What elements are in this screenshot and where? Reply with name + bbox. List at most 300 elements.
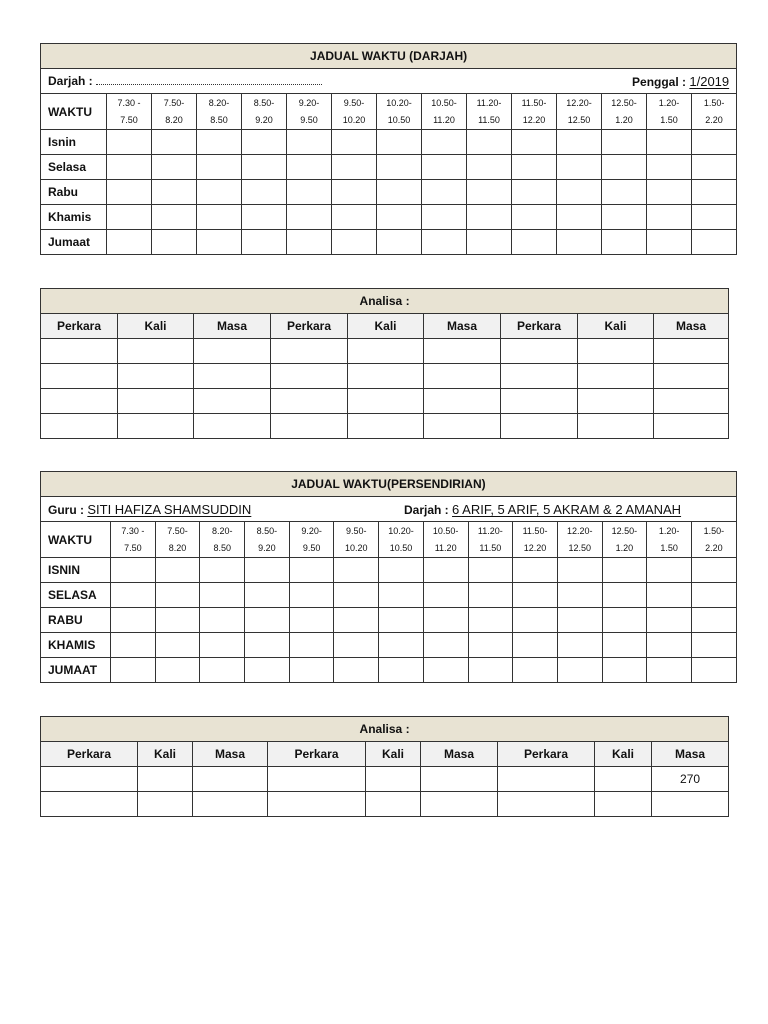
analysis-cell[interactable] — [348, 414, 424, 439]
timetable-cell[interactable] — [197, 230, 242, 255]
analysis-cell[interactable] — [424, 389, 501, 414]
analysis-column-header: Masa — [424, 314, 501, 339]
timetable-cell[interactable] — [334, 583, 379, 608]
timetable-cell[interactable] — [377, 230, 422, 255]
timetable-cell[interactable] — [332, 230, 377, 255]
timetable-cell[interactable] — [422, 205, 467, 230]
time-slot-end: 1.20 — [615, 114, 633, 125]
timetable-cell[interactable] — [111, 583, 156, 608]
analysis-cell[interactable] — [654, 339, 729, 364]
timetable-cell[interactable] — [332, 130, 377, 155]
timetable-cell[interactable] — [691, 558, 736, 583]
timetable-cell[interactable] — [513, 633, 558, 658]
penggal-field — [632, 74, 729, 89]
timetable-cell[interactable] — [422, 230, 467, 255]
timetable-cell[interactable] — [334, 658, 379, 683]
timetable-cell[interactable] — [602, 230, 647, 255]
analysis-cell[interactable] — [138, 767, 193, 792]
darjah-field — [48, 74, 322, 88]
timetable-persendirian-info — [41, 497, 737, 522]
time-slot — [422, 94, 467, 130]
timetable-cell[interactable] — [334, 608, 379, 633]
timetable-cell[interactable] — [200, 558, 245, 583]
time-slot-start: 8.50- — [256, 525, 278, 536]
analysis-cell[interactable] — [498, 792, 595, 817]
timetable-cell[interactable] — [557, 608, 602, 633]
timetable-cell[interactable] — [200, 633, 245, 658]
analysis-column-header: Perkara — [271, 314, 348, 339]
time-slot-end: 9.20 — [255, 114, 273, 125]
time-slot-start: 7.30 - — [121, 525, 145, 536]
analysis-cell[interactable] — [654, 389, 729, 414]
day-row — [41, 205, 737, 230]
timetable-cell[interactable] — [647, 608, 692, 633]
analysis-column-header: Kali — [578, 314, 654, 339]
analysis-cell[interactable] — [366, 792, 421, 817]
timetable-cell[interactable] — [287, 230, 332, 255]
timetable-cell[interactable] — [287, 130, 332, 155]
time-slot — [602, 94, 647, 130]
penggal-value[interactable]: 1/2019 — [689, 73, 730, 89]
time-slot — [557, 94, 602, 130]
timetable-cell[interactable] — [512, 180, 557, 205]
timetable-darjah-info — [41, 69, 737, 94]
time-slot — [111, 522, 156, 558]
timetable-cell[interactable] — [602, 633, 647, 658]
timetable-cell[interactable] — [468, 558, 513, 583]
timetable-cell[interactable] — [155, 583, 200, 608]
time-slot-start: 10.20- — [386, 97, 412, 108]
analysis-row — [41, 767, 729, 792]
timetable-cell[interactable] — [602, 658, 647, 683]
timetable-cell[interactable] — [242, 155, 287, 180]
timetable-cell[interactable] — [468, 608, 513, 633]
timetable-cell[interactable] — [647, 130, 692, 155]
timetable-cell[interactable] — [692, 180, 737, 205]
timetable-cell[interactable] — [379, 658, 424, 683]
timetable-cell[interactable] — [287, 180, 332, 205]
analysis-column-header: Perkara — [498, 742, 595, 767]
timetable-cell[interactable] — [557, 658, 602, 683]
timetable-cell[interactable] — [423, 658, 468, 683]
analysis-column-header: Kali — [138, 742, 193, 767]
analysis-cell[interactable] — [138, 792, 193, 817]
day-row — [41, 633, 737, 658]
timetable-cell[interactable] — [200, 658, 245, 683]
analysis-cell[interactable] — [194, 389, 271, 414]
timetable-cell[interactable] — [467, 155, 512, 180]
timetable-cell[interactable] — [200, 583, 245, 608]
timetable-cell[interactable] — [197, 130, 242, 155]
time-slot-end: 12.20 — [522, 114, 546, 125]
timetable-cell[interactable] — [602, 205, 647, 230]
timetable-cell[interactable] — [287, 205, 332, 230]
analysis-cell[interactable] — [271, 364, 348, 389]
analysis-cell[interactable] — [366, 767, 421, 792]
timetable-cell[interactable] — [379, 608, 424, 633]
timetable-cell[interactable] — [647, 180, 692, 205]
timetable-cell[interactable] — [289, 658, 334, 683]
timetable-cell[interactable] — [107, 205, 152, 230]
time-slot — [197, 94, 242, 130]
timetable-cell[interactable] — [423, 558, 468, 583]
guru-label: Guru : — [48, 502, 84, 517]
time-slot-end: 2.20 — [705, 114, 723, 125]
timetable-cell[interactable] — [111, 658, 156, 683]
analysis-cell[interactable] — [118, 389, 194, 414]
analysis-cell[interactable] — [424, 414, 501, 439]
timetable-cell[interactable] — [467, 230, 512, 255]
analysis-cell[interactable] — [578, 389, 654, 414]
analysis-column-header: Perkara — [41, 742, 138, 767]
timetable-cell[interactable] — [422, 180, 467, 205]
timetable-cell[interactable] — [242, 205, 287, 230]
timetable-cell[interactable] — [377, 155, 422, 180]
timetable-cell[interactable] — [468, 583, 513, 608]
analysis-cell[interactable] — [118, 339, 194, 364]
time-slot — [155, 522, 200, 558]
timetable-cell[interactable] — [200, 608, 245, 633]
timetable-cell[interactable] — [422, 130, 467, 155]
time-slot-end: 9.50 — [302, 542, 321, 553]
time-slot — [334, 522, 379, 558]
day-row — [41, 230, 737, 255]
timetable-cell[interactable] — [289, 633, 334, 658]
timetable-cell[interactable] — [602, 583, 647, 608]
timetable-cell[interactable] — [379, 583, 424, 608]
analysis-cell[interactable] — [194, 414, 271, 439]
time-slot-end: 1.20 — [615, 542, 634, 553]
timetable-cell[interactable] — [332, 205, 377, 230]
day-label: ISNIN — [41, 558, 111, 583]
day-label: SELASA — [41, 583, 111, 608]
timetable-cell[interactable] — [423, 633, 468, 658]
day-row — [41, 583, 737, 608]
guru-value[interactable]: SITI HAFIZA SHAMSUDDIN — [87, 501, 252, 517]
timetable-cell[interactable] — [152, 230, 197, 255]
analysis-cell[interactable] — [41, 389, 118, 414]
analysis-cell[interactable] — [41, 364, 118, 389]
timetable-cell[interactable] — [245, 608, 290, 633]
penggal-label: Penggal : — [632, 74, 687, 89]
timetable-cell[interactable] — [107, 230, 152, 255]
day-row — [41, 558, 737, 583]
timetable-cell[interactable] — [468, 633, 513, 658]
timetable-cell[interactable] — [557, 205, 602, 230]
time-slot — [242, 94, 287, 130]
time-slot-end: 11.50 — [479, 542, 502, 553]
timetable-cell[interactable] — [513, 558, 558, 583]
timetable-cell[interactable] — [647, 205, 692, 230]
analysis-cell[interactable] — [118, 364, 194, 389]
analysis-cell[interactable] — [652, 792, 729, 817]
timetable-cell[interactable] — [647, 633, 692, 658]
analysis-1-title: Analisa : — [41, 289, 729, 314]
timetable-cell[interactable] — [107, 130, 152, 155]
timetable-persendirian — [40, 471, 737, 683]
time-slot-start: 9.20- — [301, 525, 322, 536]
timetable-cell[interactable] — [245, 583, 290, 608]
timetable-cell[interactable] — [152, 155, 197, 180]
analysis-cell[interactable] — [268, 767, 366, 792]
analysis-column-header: Masa — [194, 314, 271, 339]
analysis-cell[interactable] — [271, 414, 348, 439]
darjah-value[interactable] — [96, 74, 322, 85]
timetable-cell[interactable] — [379, 633, 424, 658]
darjah-field-2 — [404, 502, 681, 517]
timetable-cell[interactable] — [377, 205, 422, 230]
timetable-cell[interactable] — [647, 558, 692, 583]
timetable-cell[interactable] — [197, 205, 242, 230]
timetable-cell[interactable] — [332, 155, 377, 180]
time-slot-end: 12.50 — [568, 542, 591, 553]
time-slot-end: 2.20 — [705, 542, 723, 553]
timetable-cell[interactable] — [512, 230, 557, 255]
analysis-cell[interactable] — [268, 792, 366, 817]
analysis-cell[interactable] — [501, 389, 578, 414]
timetable-cell[interactable] — [379, 558, 424, 583]
analysis-cell[interactable] — [348, 339, 424, 364]
timetable-cell[interactable] — [557, 633, 602, 658]
timetable-cell[interactable] — [467, 205, 512, 230]
timetable-cell[interactable] — [423, 608, 468, 633]
timetable-cell[interactable] — [512, 155, 557, 180]
darjah-value-2[interactable]: 6 ARIF, 5 ARIF, 5 AKRAM & 2 AMANAH — [452, 501, 682, 517]
analysis-cell[interactable] — [271, 339, 348, 364]
timetable-cell[interactable] — [107, 180, 152, 205]
timetable-cell[interactable] — [557, 180, 602, 205]
timetable-cell[interactable] — [197, 155, 242, 180]
timetable-cell[interactable] — [513, 583, 558, 608]
time-slot-end: 11.50 — [478, 114, 500, 125]
day-row — [41, 180, 737, 205]
day-row — [41, 155, 737, 180]
timetable-cell[interactable] — [691, 658, 736, 683]
timetable-cell[interactable] — [512, 130, 557, 155]
timetable-cell[interactable] — [334, 558, 379, 583]
timetable-cell[interactable] — [111, 608, 156, 633]
analysis-cell[interactable] — [41, 414, 118, 439]
day-label: Khamis — [41, 205, 107, 230]
time-slot-start: 1.20- — [658, 97, 680, 108]
timetable-cell[interactable] — [557, 155, 602, 180]
timetable-cell[interactable] — [152, 130, 197, 155]
time-slot — [377, 94, 422, 130]
timetable-cell[interactable] — [287, 155, 332, 180]
analysis-cell[interactable] — [595, 792, 652, 817]
time-slot — [647, 522, 692, 558]
time-slot-end: 10.50 — [389, 542, 413, 553]
timetable-cell[interactable] — [332, 180, 377, 205]
analysis-cell[interactable] — [578, 414, 654, 439]
time-slot-start: 7.50- — [163, 97, 185, 108]
analysis-row — [41, 339, 729, 364]
time-slot-start: 8.50- — [253, 97, 275, 108]
timetable-cell[interactable] — [647, 583, 692, 608]
timetable-cell[interactable] — [647, 658, 692, 683]
analysis-cell[interactable] — [498, 767, 595, 792]
timetable-cell[interactable] — [557, 130, 602, 155]
time-slot-start: 11.20- — [477, 525, 503, 536]
timetable-cell[interactable] — [289, 558, 334, 583]
timetable-cell[interactable] — [155, 558, 200, 583]
time-slot-start: 8.20- — [211, 525, 233, 536]
timetable-cell[interactable] — [155, 633, 200, 658]
waktu-label: WAKTU — [41, 94, 107, 130]
day-row — [41, 608, 737, 633]
timetable-cell[interactable] — [513, 608, 558, 633]
analysis-cell[interactable] — [348, 389, 424, 414]
time-slot — [245, 522, 290, 558]
timetable-cell[interactable] — [647, 155, 692, 180]
analysis-cell[interactable] — [41, 339, 118, 364]
timetable-cell[interactable] — [197, 180, 242, 205]
timetable-cell[interactable] — [647, 230, 692, 255]
timetable-cell[interactable] — [602, 180, 647, 205]
timetable-cell[interactable] — [602, 155, 647, 180]
analysis-cell[interactable] — [421, 767, 498, 792]
analysis-cell[interactable] — [41, 767, 138, 792]
timetable-cell[interactable] — [602, 130, 647, 155]
timetable-cell[interactable] — [691, 633, 736, 658]
timetable-cell[interactable] — [111, 558, 156, 583]
time-slot-start: 1.20- — [658, 525, 680, 536]
timetable-cell[interactable] — [377, 130, 422, 155]
time-slot — [512, 94, 557, 130]
time-slot-start: 9.50- — [346, 525, 367, 536]
timetable-cell[interactable] — [602, 608, 647, 633]
time-slot-end: 8.20 — [168, 542, 187, 553]
analysis-column-header: Masa — [652, 742, 729, 767]
timetable-cell[interactable] — [423, 583, 468, 608]
time-slot-end: 11.20 — [433, 114, 455, 125]
timetable-cell[interactable] — [692, 230, 737, 255]
time-slot-start: 10.50- — [431, 97, 457, 108]
timetable-cell[interactable] — [467, 130, 512, 155]
analysis-cell[interactable] — [348, 364, 424, 389]
timetable-cell[interactable] — [155, 658, 200, 683]
day-label: KHAMIS — [41, 633, 111, 658]
time-slot — [289, 522, 334, 558]
timetable-cell[interactable] — [692, 130, 737, 155]
analysis-cell[interactable] — [193, 792, 268, 817]
analysis-cell[interactable] — [193, 767, 268, 792]
analysis-cell[interactable] — [595, 767, 652, 792]
analysis-cell[interactable] — [578, 364, 654, 389]
timetable-cell[interactable] — [691, 583, 736, 608]
analysis-column-header: Kali — [118, 314, 194, 339]
timetable-cell[interactable] — [242, 130, 287, 155]
analysis-cell[interactable] — [501, 414, 578, 439]
timetable-cell[interactable] — [692, 155, 737, 180]
time-slot-end: 7.50 — [120, 114, 138, 125]
timetable-cell[interactable] — [155, 608, 200, 633]
time-slot-start: 7.30 - — [117, 97, 141, 108]
time-slot-end: 10.50 — [387, 114, 411, 125]
analysis-cell[interactable] — [578, 339, 654, 364]
analysis-cell[interactable] — [41, 792, 138, 817]
analysis-cell[interactable] — [501, 339, 578, 364]
analysis-2-title: Analisa : — [41, 717, 729, 742]
timetable-cell[interactable] — [512, 205, 557, 230]
time-slot-start: 11.50- — [522, 525, 548, 536]
analysis-cell[interactable] — [118, 414, 194, 439]
timetable-cell[interactable] — [107, 155, 152, 180]
timetable-cell[interactable] — [152, 205, 197, 230]
time-slot-start: 12.20- — [566, 525, 593, 536]
time-slot-start: 11.20- — [476, 97, 502, 108]
analysis-cell[interactable] — [271, 389, 348, 414]
time-slot-start: 12.50- — [611, 525, 638, 536]
analysis-cell[interactable] — [421, 792, 498, 817]
analysis-cell[interactable] — [654, 414, 729, 439]
time-slot-start: 12.50- — [611, 97, 637, 108]
timetable-cell[interactable] — [242, 230, 287, 255]
analysis-column-header: Kali — [366, 742, 421, 767]
day-label: Rabu — [41, 180, 107, 205]
timetable-darjah-title: JADUAL WAKTU (DARJAH) — [41, 44, 737, 69]
timetable-cell[interactable] — [245, 658, 290, 683]
analysis-cell[interactable] — [424, 364, 501, 389]
analysis-row — [41, 792, 729, 817]
analysis-cell[interactable] — [501, 364, 578, 389]
time-slot-end: 1.50 — [660, 114, 678, 125]
timetable-cell[interactable] — [513, 658, 558, 683]
timetable-cell[interactable] — [152, 180, 197, 205]
timetable-cell[interactable] — [557, 583, 602, 608]
analysis-row — [41, 389, 729, 414]
time-slot — [107, 94, 152, 130]
timetable-cell[interactable] — [245, 558, 290, 583]
timetable-cell[interactable] — [692, 205, 737, 230]
timetable-cell[interactable] — [602, 558, 647, 583]
timetable-cell[interactable] — [245, 633, 290, 658]
time-slot-end: 7.50 — [124, 542, 142, 553]
timetable-cell[interactable] — [557, 230, 602, 255]
time-slot — [287, 94, 332, 130]
timetable-cell[interactable] — [111, 633, 156, 658]
time-slot-end: 10.20 — [345, 542, 368, 553]
analysis-cell[interactable] — [424, 339, 501, 364]
analysis-cell[interactable] — [194, 339, 271, 364]
time-slot — [557, 522, 602, 558]
time-slot — [647, 94, 692, 130]
day-label: Jumaat — [41, 230, 107, 255]
time-slot — [423, 522, 468, 558]
timetable-cell[interactable] — [377, 180, 422, 205]
time-slot-start: 8.20- — [208, 97, 230, 108]
waktu-label-2: WAKTU — [41, 522, 111, 558]
timetable-cell[interactable] — [691, 608, 736, 633]
timetable-cell[interactable] — [422, 155, 467, 180]
timetable-cell[interactable] — [289, 608, 334, 633]
timetable-cell[interactable] — [468, 658, 513, 683]
timetable-cell[interactable] — [467, 180, 512, 205]
time-slot-end: 9.50 — [300, 114, 318, 125]
time-slot-end: 12.50 — [567, 114, 591, 125]
analysis-column-header: Masa — [654, 314, 729, 339]
timetable-cell[interactable] — [289, 583, 334, 608]
timetable-cell[interactable] — [557, 558, 602, 583]
time-slot-end: 8.20 — [165, 114, 183, 125]
analysis-cell[interactable] — [194, 364, 271, 389]
time-slot-start: 9.50- — [343, 97, 365, 108]
timetable-cell[interactable] — [334, 633, 379, 658]
analysis-cell[interactable]: 270 — [652, 767, 729, 792]
timetable-cell[interactable] — [242, 180, 287, 205]
timetable-darjah — [40, 43, 737, 255]
analysis-cell[interactable] — [654, 364, 729, 389]
